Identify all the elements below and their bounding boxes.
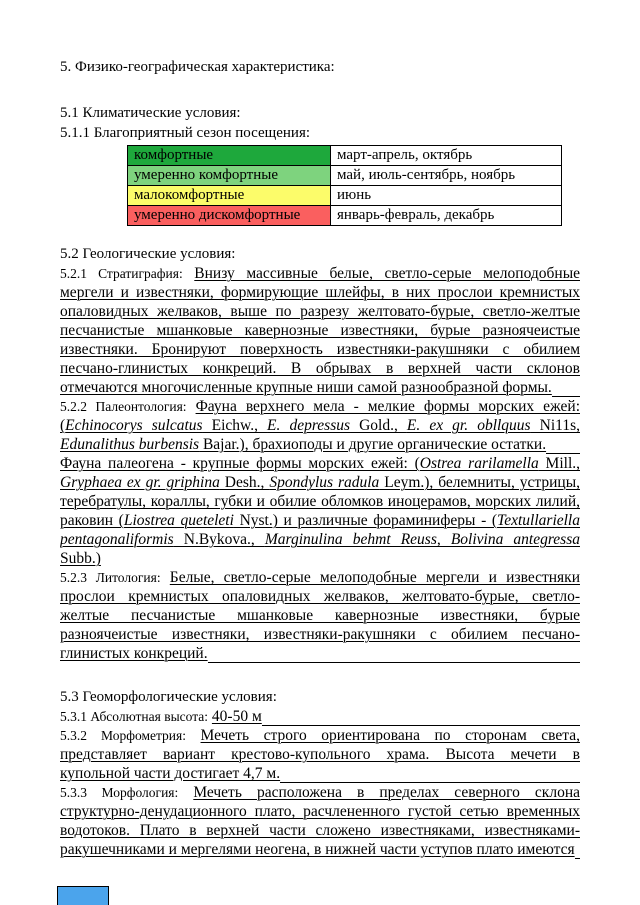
altitude-value: 40-50 м <box>211 708 262 725</box>
section-5-3-heading: 5.3 Геоморфологические условия: <box>60 689 277 705</box>
section-5-1-1-heading: 5.1.1 Благоприятный сезон посещения: <box>60 125 311 141</box>
lithology-label: 5.2.3 Литология: <box>60 570 161 585</box>
text-run: Nyst.) и различные фораминиферы - ( <box>233 512 498 529</box>
species-name: Ostrea rarilamella <box>419 455 539 472</box>
season-category-cell: комфортные <box>128 146 331 166</box>
morphology-label: 5.3.3 Морфология: <box>60 785 179 800</box>
para-altitude <box>60 707 580 726</box>
season-comfort-table <box>127 145 562 226</box>
text-run: Leym.), белемниты, устрицы, теребратулы, кораллы, губки и обилие обломков иноцерамов, морских лилий, раковин ( <box>60 474 580 529</box>
morphometry-label: 5.3.2 Морфометрия: <box>60 728 186 743</box>
para-morphology <box>60 783 580 859</box>
stratigraphy-label: 5.2.1 Стратиграфия: <box>60 266 183 281</box>
season-table-row <box>128 186 562 206</box>
para-stratigraphy <box>60 264 580 397</box>
species-name: Gryphaea ex gr. griphina <box>60 474 220 491</box>
fill-rule <box>262 708 580 726</box>
season-category-cell: малокомфортные <box>128 186 331 206</box>
species-name: Textullariella pentagonaliformis <box>60 512 580 548</box>
paleontology-label: 5.2.2 Палеонтология: <box>60 399 187 414</box>
altitude-label: 5.3.1 Абсолютная высота: <box>60 709 209 724</box>
section-5-1-heading: 5.1 Климатические условия: <box>60 105 241 121</box>
species-name: Marginulina behmt Reuss, Bolivina antegressa <box>264 531 580 548</box>
season-months-cell: май, июль-сентябрь, ноябрь <box>331 166 562 186</box>
season-months-cell: январь-февраль, декабрь <box>331 206 562 226</box>
text-run: Desh., <box>219 474 270 491</box>
paleontology-paleogene-text <box>60 455 580 567</box>
next-table-cell-fragment <box>57 886 109 905</box>
species-name: E. depressus <box>267 417 351 434</box>
section-5-2-heading: 5.2 Геологические условия: <box>60 246 236 262</box>
species-name: Edunalithus burbensis <box>60 436 200 453</box>
para-lithology <box>60 568 580 663</box>
doc-title: 5. Физико-географическая характеристика: <box>60 59 335 75</box>
fill-rule <box>575 841 580 859</box>
text-run: Фауна палеогена - крупные формы морских ежей: ( <box>60 455 420 472</box>
para-paleontology <box>60 397 580 454</box>
season-category-cell: умеренно комфортные <box>128 166 331 186</box>
species-name: Liostrea queteleti <box>123 512 234 529</box>
text-run: Eichw., <box>202 417 268 434</box>
text-run: Subb.) <box>60 550 101 567</box>
fill-rule <box>280 765 580 783</box>
fill-rule <box>552 379 580 397</box>
season-months-cell: июнь <box>331 186 562 206</box>
season-table-row <box>128 146 562 166</box>
lithology-text: Белые, светло-серые мелоподобные мергели и известняки прослои кремнистых опаловидных желваков, желтовато-бурые, светло-желтые песчанистые мшанковые кавернозные известняки, бурые разноячеистые известняки, известняки-ракушняки с обилием песчано-глинистых конкреций. <box>60 569 580 662</box>
species-name: E. ex gr. obllquus <box>406 417 531 434</box>
para-paleontology-continued <box>60 454 580 568</box>
season-table-body <box>128 146 562 226</box>
text-run: Ni11s, <box>530 417 580 434</box>
season-category-cell: умеренно дискомфортные <box>128 206 331 226</box>
season-table-row <box>128 166 562 186</box>
text-run: Фауна верхнего мела - мелкие формы морских ежей: ( <box>60 398 580 434</box>
morphometry-text: Мечеть строго ориентирована по сторонам света, представляет вариант крестово-купольного храма. Высота мечети в купольной части достигает 4,7 м. <box>60 727 580 782</box>
para-morphometry <box>60 726 580 783</box>
season-months-cell: март-апрель, октябрь <box>331 146 562 166</box>
text-run: Gold., <box>350 417 407 434</box>
species-name: Echinocorys sulcatus <box>65 417 203 434</box>
fill-rule <box>546 436 580 454</box>
text-run: Mill., <box>538 455 580 472</box>
species-name: Spondylus radula <box>269 474 380 491</box>
text-run: N.Bykova., <box>173 531 265 548</box>
season-table-row <box>128 206 562 226</box>
stratigraphy-text: Внизу массивные белые, светло-серые мелоподобные мергели и известняки, формирующие шлейфы, в них прослои кремнистых опаловидных желваков, выше по разрезу желтовато-бурые, светло-желтые песчанистые мшанковые кавернозные известняки, бурые разноячеистые известняки. Бронируют поверхность известняки-ракушняки с обилием песчано-глинистых конкреций. В обрывах в верхней части склонов отмечаются многочисленные крупные ниши самой разнообразной формы. <box>60 265 580 396</box>
fill-rule <box>208 645 580 663</box>
text-run: Bajar.), брахиоподы и другие органические остатки. <box>199 436 547 453</box>
morphology-text: Мечеть расположена в пределах северного склона структурно-денудационного плато, расчлененного густой сетью временных водотоков. Плато в верхней части сложено известняками, известняками-ракушечниками и мергелями неогена, в нижней части уступов плато имеются <box>60 784 580 858</box>
